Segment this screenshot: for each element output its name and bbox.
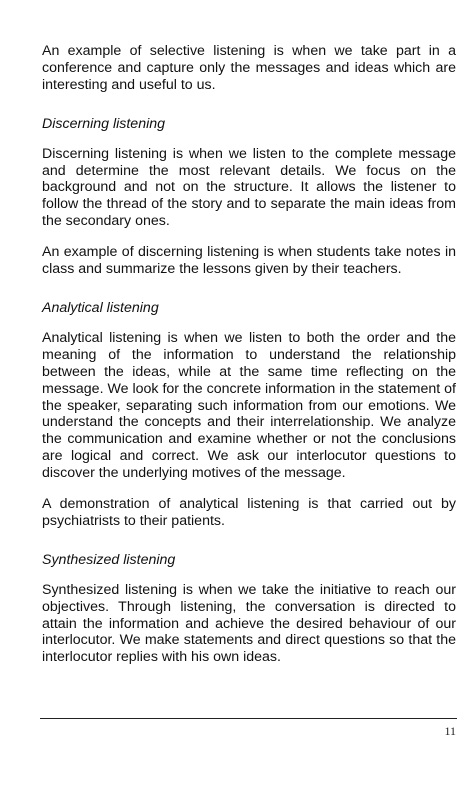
- analytical-example-paragraph: A demonstration of analytical listening is that carried out by psychiatrists to their patients.: [42, 496, 456, 529]
- analytical-definition-paragraph: Analytical listening is when we listen to both the order and the meaning of the information to understand the relationship between the ideas, while at the same time reflecting on the message. We look for the concrete information in the statement of the speaker, separating such information from our emotions. We understand the concepts and their interrelationship. We analyze the communication and examine whether or not the conclusions are logical and correct. We ask our interlocutor questions to discover the underlying motives of the message.: [42, 329, 456, 482]
- discerning-heading: Discerning listening: [42, 115, 166, 132]
- analytical-heading: Analytical listening: [42, 299, 159, 316]
- footer-divider: [40, 718, 457, 719]
- selective-example-paragraph: An example of selective listening is when we take part in a conference and capture only the messages and ideas which are interesting and useful to us.: [42, 43, 456, 93]
- discerning-definition-paragraph: Discerning listening is when we listen to the complete message and determine the most relevant details. We focus on the background and not on the structure. It allows the listener to follow the thread of the story and to separate the main ideas from the secondary ones.: [42, 145, 456, 230]
- discerning-example-paragraph: An example of discerning listening is when students take notes in class and summarize the lessons given by their teachers.: [42, 244, 456, 278]
- synthesized-definition-paragraph: Synthesized listening is when we take the initiative to reach our objectives. Through listening, the conversation is directed to attain the information and achieve the desired behaviour of our interlocutor. We make statements and direct questions so that the interlocutor replies with his own ideas.: [42, 581, 456, 666]
- page-body: [42, 43, 456, 666]
- page-number: 11: [444, 724, 456, 738]
- synthesized-heading: Synthesized listening: [42, 551, 176, 568]
